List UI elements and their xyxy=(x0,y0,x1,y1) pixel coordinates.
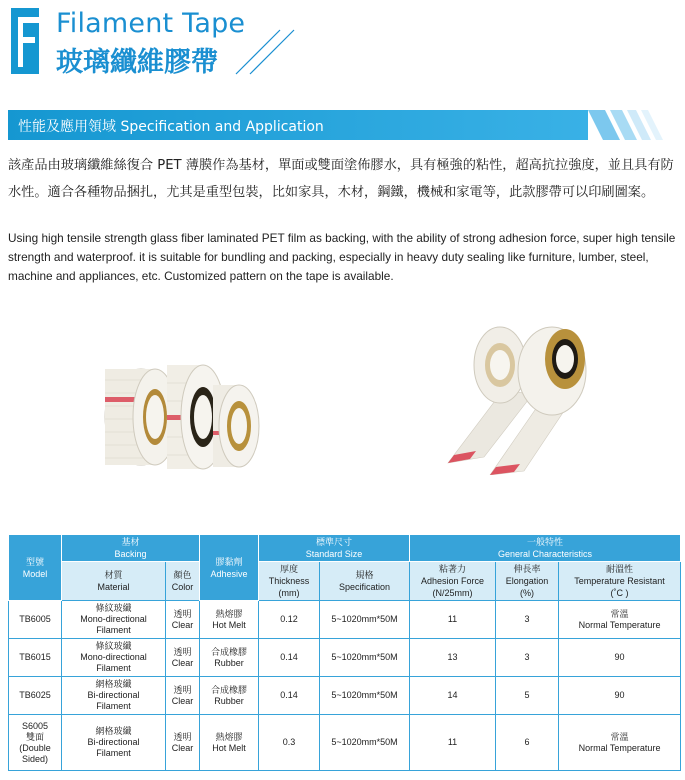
table-header-row xyxy=(9,535,681,562)
cell-model: S6005 雙面 (Double Sided) xyxy=(9,715,62,771)
header-temperature: 耐溫性 Temperature Resistant (˚C ) xyxy=(559,562,681,601)
table-row xyxy=(9,601,681,639)
cell-material: 條紋玻纖 Mono-directional Filament xyxy=(62,639,166,677)
header-thickness: 厚度 Thickness (mm) xyxy=(259,562,320,601)
cell-adhesive: 熱熔膠 Hot Melt xyxy=(200,715,259,771)
cell-temperature: 90 xyxy=(559,677,681,715)
header-elongation: 伸長率 Elongation (%) xyxy=(496,562,559,601)
cell-spec: 5~1020mm*50M xyxy=(320,715,410,771)
decorative-slashes xyxy=(232,28,302,78)
header-adhesion: 粘著力 Adhesion Force (N/25mm) xyxy=(410,562,496,601)
cell-spec: 5~1020mm*50M xyxy=(320,601,410,639)
cell-spec: 5~1020mm*50M xyxy=(320,677,410,715)
cell-temperature: 常溫 Normal Temperature xyxy=(559,601,681,639)
cell-elongation: 3 xyxy=(496,601,559,639)
cell-adhesive: 熱熔膠 Hot Melt xyxy=(200,601,259,639)
cell-color: 透明 Clear xyxy=(166,677,200,715)
cell-spec: 5~1020mm*50M xyxy=(320,639,410,677)
header-material: 材質 Material xyxy=(62,562,166,601)
cell-adhesion: 11 xyxy=(410,601,496,639)
brand-logo xyxy=(11,8,45,74)
unrolled-tape-photo xyxy=(440,325,610,475)
table-row xyxy=(9,639,681,677)
cell-adhesion: 11 xyxy=(410,715,496,771)
cell-material: 網格玻纖 Bi-directional Filament xyxy=(62,677,166,715)
cell-thickness: 0.14 xyxy=(259,677,320,715)
cell-model: TB6015 xyxy=(9,639,62,677)
cell-thickness: 0.14 xyxy=(259,639,320,677)
cell-adhesion: 14 xyxy=(410,677,496,715)
tape-rolls-photo xyxy=(95,355,265,480)
cell-elongation: 3 xyxy=(496,639,559,677)
cell-thickness: 0.12 xyxy=(259,601,320,639)
table-row xyxy=(9,677,681,715)
section-title: 性能及應用領域 Specification and Application xyxy=(18,119,324,135)
header-adhesive: 膠黏劑 Adhesive xyxy=(200,535,259,601)
cell-color: 透明 Clear xyxy=(166,601,200,639)
cell-adhesive: 合成橡膠 Rubber xyxy=(200,677,259,715)
header-color: 顏色 Color xyxy=(166,562,200,601)
cell-temperature: 90 xyxy=(559,639,681,677)
cell-material: 條紋玻纖 Mono-directional Filament xyxy=(62,601,166,639)
header-general: 一般特性 General Characteristics xyxy=(410,535,681,562)
cell-thickness: 0.3 xyxy=(259,715,320,771)
spec-table xyxy=(8,534,681,771)
page-title-en: Filament Tape xyxy=(56,8,246,39)
description-zh: 該產品由玻璃纖維絲復合 PET 薄膜作為基材，單面或雙面塗佈膠水，具有極強的粘性，超高抗拉強度，並且具有防水性。適合各種物品捆扎，尤其是重型包裝，比如家具，木材，鋼鐵，機械和家電等，此款膠帶可以印刷圖案。 xyxy=(8,158,674,200)
header-backing: 基材 Backing xyxy=(62,535,200,562)
cell-color: 透明 Clear xyxy=(166,639,200,677)
header-model: 型號 Model xyxy=(9,535,62,601)
cell-model: TB6005 xyxy=(9,601,62,639)
table-row xyxy=(9,715,681,771)
cell-elongation: 5 xyxy=(496,677,559,715)
cell-model: TB6025 xyxy=(9,677,62,715)
cell-temperature: 常溫 Normal Temperature xyxy=(559,715,681,771)
table-subheader-row xyxy=(9,562,681,601)
description-en: Using high tensile strength glass fiber laminated PET film as backing, with the ability of strong adhesion force, super high tensile strength and waterproof. it is suitable for bundling and packing, especially in heavy duty sealing like furniture, lumber, steel, machine and appliances, etc. Customized pattern on the tape is available. xyxy=(8,231,676,283)
page-title-zh: 玻璃纖維膠帶 xyxy=(56,47,218,78)
header-spec: 規格 Specification xyxy=(320,562,410,601)
cell-adhesive: 合成橡膠 Rubber xyxy=(200,639,259,677)
cell-adhesion: 13 xyxy=(410,639,496,677)
cell-elongation: 6 xyxy=(496,715,559,771)
header-standard-size: 標準尺寸 Standard Size xyxy=(259,535,410,562)
cell-color: 透明 Clear xyxy=(166,715,200,771)
cell-material: 網格玻纖 Bi-directional Filament xyxy=(62,715,166,771)
